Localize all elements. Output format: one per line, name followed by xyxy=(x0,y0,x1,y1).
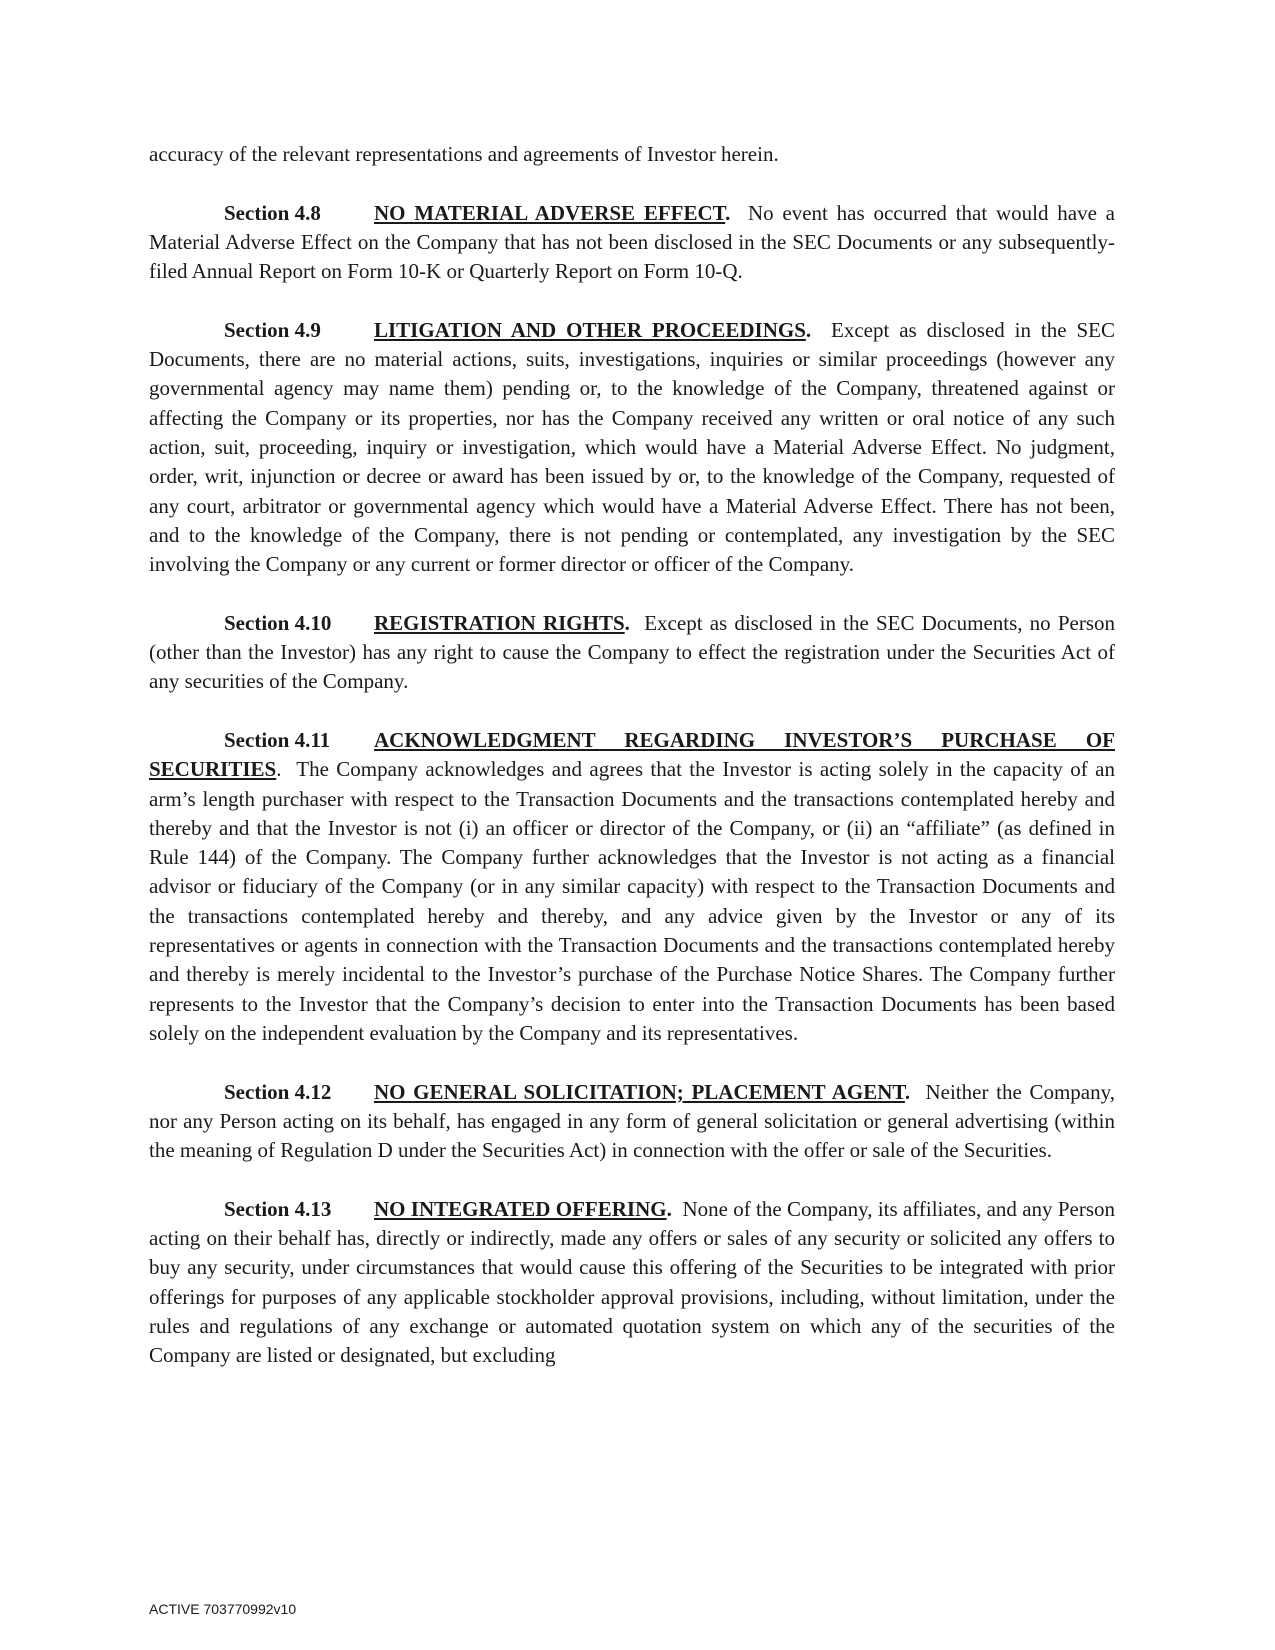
section-body: The Company acknowledges and agrees that the Investor is acting solely in the capacity of an arm’s length purchaser with respect to the Transaction Documents and the transactions contemplated hereby and thereby and that the Investor is not (i) an officer or director of the Company, or (ii) an “affiliate” (as defined in Rule 144) of the Company. The Company further acknowledges that the Investor is not acting as a financial advisor or fiduciary of the Company (or in any similar capacity) with respect to the Transaction Documents and the transactions contemplated hereby and thereby, and any advice given by the Investor or any of its representatives or agents in connection with the Transaction Documents and the transactions contemplated hereby and thereby is merely incidental to the Investor’s purchase of the Purchase Notice Shares. The Company further represents to the Investor that the Company’s decision to enter into the Transaction Documents has been based solely on the independent evaluation by the Company and its representatives. xyxy=(149,757,1115,1045)
continuation-text: accuracy of the relevant representations and agreements of Investor herein. xyxy=(149,142,779,166)
section-title-punct: . xyxy=(904,1079,911,1104)
section-title: REGISTRATION RIGHTS xyxy=(374,610,625,635)
section-title: NO GENERAL SOLICITATION; PLACEMENT AGENT xyxy=(374,1079,905,1104)
section-title-punct: . xyxy=(725,200,731,225)
section-title: NO MATERIAL ADVERSE EFFECT xyxy=(374,200,726,225)
document-body xyxy=(149,140,1115,1370)
section-body: Neither the Company, nor any Person acting on its behalf, has engaged in any form of general solicitation or general advertising (within the meaning of Regulation D under the Securities Act) in connection with the offer or sale of the Securities. xyxy=(149,1079,1115,1163)
section-4-9 xyxy=(149,316,1115,580)
section-4-12 xyxy=(149,1078,1115,1166)
section-body: None of the Company, its affiliates, and any Person acting on their behalf has, directly or indirectly, made any offers or sales of any security or solicited any offers to buy any security, under circumstances that would cause this offering of the Securities to be integrated with prior offerings for purposes of any applicable stockholder approval provisions, including, without limitation, under the rules and regulations of any exchange or automated quotation system on which any of the securities of the Company are listed or designated, but excluding xyxy=(149,1196,1115,1368)
section-4-8 xyxy=(149,199,1115,287)
section-body: No event has occurred that would have a Material Adverse Effect on the Company that has not been disclosed in the SEC Documents or any subsequently-filed Annual Report on Form 10-K or Quarterly Report on Form 10-Q. xyxy=(149,200,1116,284)
section-body: Except as disclosed in the SEC Documents, there are no material actions, suits, investigations, inquiries or similar proceedings (however any governmental agency may name them) pending or, to the knowledge of the Company, threatened against or affecting the Company or its properties, nor has the Company received any written or oral notice of any such action, suit, proceeding, inquiry or investigation, which would have a Material Adverse Effect. No judgment, order, writ, injunction or decree or award has been issued by or, to the knowledge of the Company, requested of any court, arbitrator or governmental agency which would have a Material Adverse Effect. There has not been, and to the knowledge of the Company, there is not pending or contemplated, any investigation by the SEC involving the Company or any current or former director or officer of the Company. xyxy=(149,317,1115,577)
section-title: LITIGATION AND OTHER PROCEEDINGS xyxy=(374,317,806,342)
section-title: ACKNOWLEDGMENT REGARDING INVESTOR’S PURCHASE OF SECURITIES xyxy=(149,727,1115,782)
section-number: Section 4.8 xyxy=(224,200,321,225)
section-title: NO INTEGRATED OFFERING xyxy=(374,1196,667,1221)
section-number: Section 4.11 xyxy=(224,727,331,752)
section-title-punct: . xyxy=(666,1196,672,1221)
section-number: Section 4.12 xyxy=(224,1079,332,1104)
section-title-punct: . xyxy=(805,317,812,342)
section-number: Section 4.13 xyxy=(224,1196,332,1221)
section-body: Except as disclosed in the SEC Documents, no Person (other than the Investor) has any right to cause the Company to effect the registration under the Securities Act of any securities of the Company. xyxy=(149,610,1115,694)
document-footer-id: ACTIVE 703770992v10 xyxy=(149,1601,297,1617)
section-number: Section 4.9 xyxy=(224,317,321,342)
section-number: Section 4.10 xyxy=(224,610,332,635)
section-4-10 xyxy=(149,609,1115,697)
section-4-11 xyxy=(149,726,1115,1048)
section-4-13 xyxy=(149,1195,1115,1371)
section-title-punct: . xyxy=(624,610,630,635)
section-title-punct: . xyxy=(276,757,282,782)
